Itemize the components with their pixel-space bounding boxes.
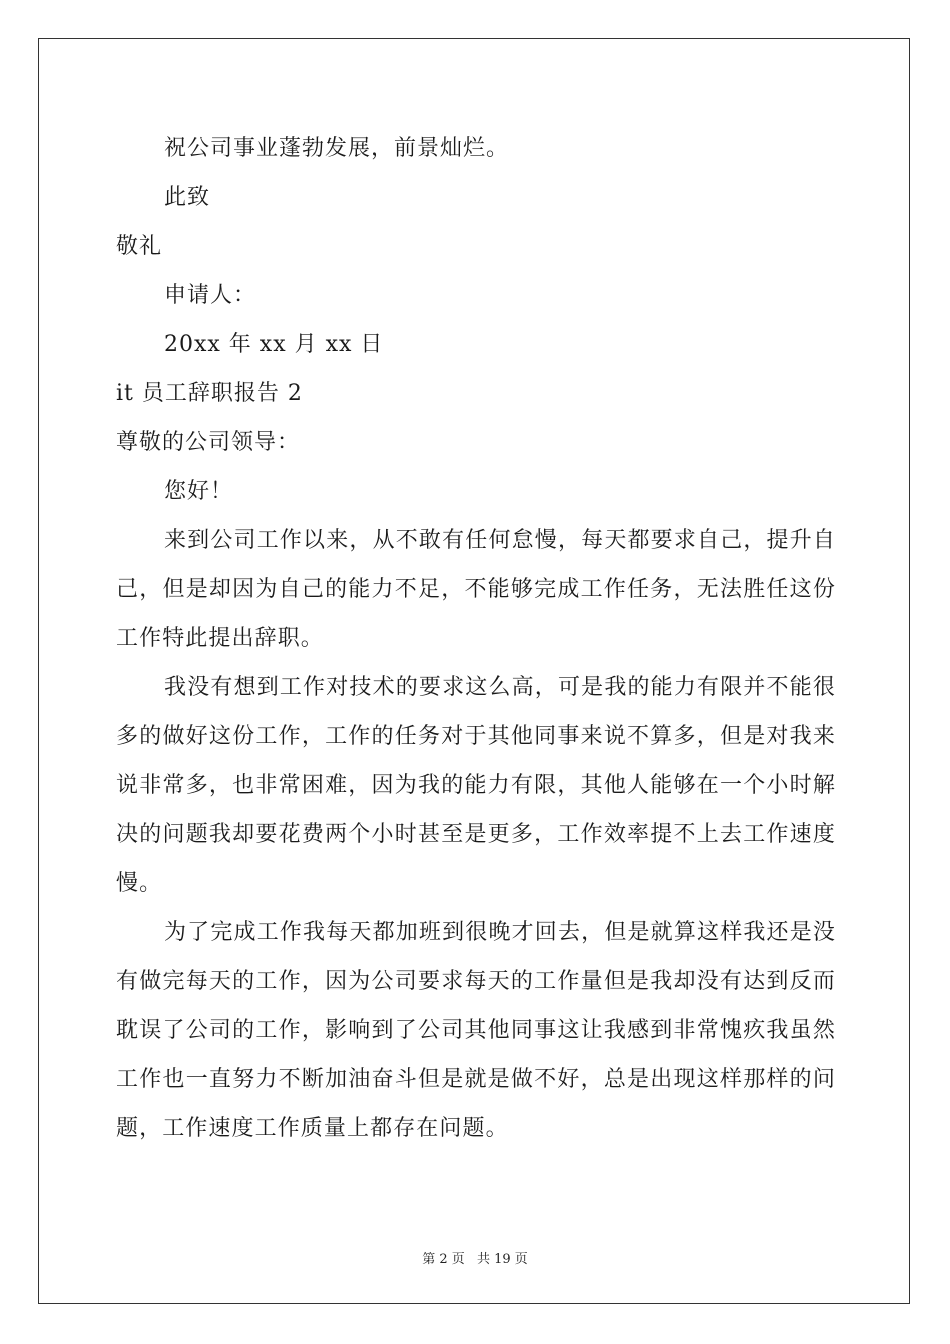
body-paragraph-1: 来到公司工作以来，从不敢有任何怠慢，每天都要求自己，提升自己，但是却因为自己的能力不足，不能够完成工作任务，无法胜任这份工作特此提出辞职。	[116, 528, 836, 651]
total-pages: 共 19 页	[476, 1252, 528, 1267]
body-paragraph-2: 我没有想到工作对技术的要求这么高，可是我的能力有限并不能很多的做好这份工作，工作的任务对于其他同事来说不算多，但是对我来说非常多，也非常困难，因为我的能力有限，其他人能够在一个小时解决的问题我却要花费两个小时甚至是更多，工作效率提不上去工作速度慢。	[116, 675, 836, 896]
salutation-line-1: 此致	[164, 185, 211, 210]
page-number: 第 2 页	[422, 1252, 465, 1267]
greeting: 您好！	[164, 479, 234, 504]
body-paragraph-3: 为了完成工作我每天都加班到很晚才回去，但是就算这样我还是没有做完每天的工作，因为公司要求每天的工作量但是我却没有达到反而耽误了公司的工作，影响到了公司其他同事这让我感到非常愧疚我虽然工作也一直努力不断加油奋斗但是就是做不好，总是出现这样那样的问题，工作速度工作质量上都存在问题。	[116, 920, 836, 1141]
addressee: 尊敬的公司领导：	[116, 430, 301, 455]
applicant-label: 申请人：	[164, 283, 257, 308]
page-footer	[0, 1248, 950, 1267]
salutation-line-2: 敬礼	[116, 234, 163, 259]
document-body	[116, 124, 836, 1153]
section-title: it 员工辞职报告 2	[116, 381, 303, 406]
date-line: 20xx 年 xx 月 xx 日	[164, 332, 384, 357]
closing-wish: 祝公司事业蓬勃发展，前景灿烂。	[164, 136, 510, 161]
